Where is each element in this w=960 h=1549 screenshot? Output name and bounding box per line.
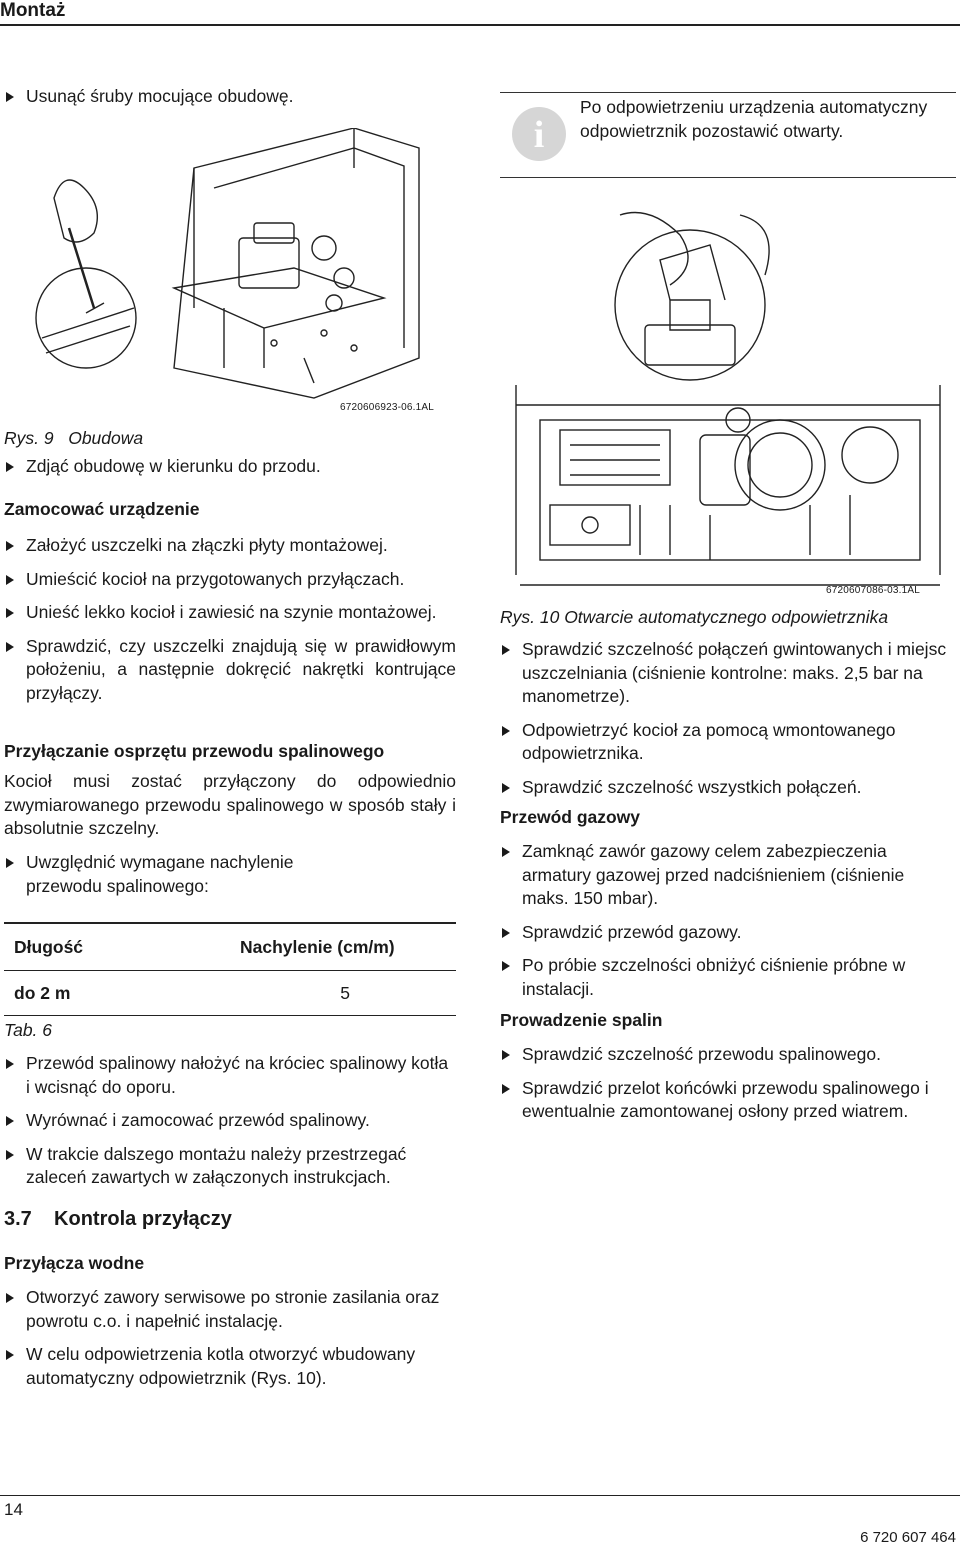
section-header: Montaż xyxy=(0,0,66,21)
figure-9-illustration xyxy=(24,128,434,412)
table-cell-slope: 5 xyxy=(230,971,456,1016)
page-number: 14 xyxy=(4,1500,23,1519)
figure-9-caption xyxy=(4,427,456,451)
table-cell-length: do 2 m xyxy=(4,971,230,1016)
boiler-casing-drawing xyxy=(24,128,434,412)
table-caption-text: Tab. 6 xyxy=(4,1020,53,1040)
instruction-remove-cover xyxy=(4,455,456,479)
list-item: Sprawdzić szczelność wszystkich połączeń. xyxy=(500,776,952,800)
heading-exhaust: Prowadzenie spalin xyxy=(500,1010,663,1030)
document-number: 6 720 607 464 xyxy=(860,1529,956,1546)
figure-10-caption-text: Rys. 10 Otwarcie automatycznego odpowietrznika xyxy=(500,607,889,627)
mount-list xyxy=(4,534,456,705)
heading-water-connections: Przyłącza wodne xyxy=(4,1253,145,1273)
heading-flue-connection: Przyłączanie osprzętu przewodu spalinowego xyxy=(4,741,385,761)
figure-10-illustration xyxy=(510,205,950,589)
list-item: Założyć uszczelki na złączki płyty montażowej. xyxy=(4,534,456,558)
info-icon: i xyxy=(512,107,566,161)
caption-text: Obudowa xyxy=(68,428,144,448)
gas-list xyxy=(500,840,952,1001)
water-list xyxy=(4,1286,456,1390)
list-item: Umieścić kocioł na przygotowanych przyłączach. xyxy=(4,568,456,592)
table-header-length: Długość xyxy=(4,923,230,971)
list-item: Przewód spalinowy nałożyć na króciec spalinowy kotła i wcisnąć do oporu. xyxy=(4,1052,456,1099)
figure-10-code: 6720607086-03.1AL xyxy=(826,585,921,596)
flue-fit-list xyxy=(4,1052,456,1190)
exhaust-list xyxy=(500,1043,952,1124)
caption-prefix: Rys. 9 xyxy=(4,428,54,448)
section-number: 3.7 xyxy=(4,1208,32,1230)
figure-10-caption xyxy=(500,606,952,630)
list-item: Zdjąć obudowę w kierunku do przodu. xyxy=(4,455,456,479)
list-item: Po próbie szczelności obniżyć ciśnienie próbne w instalacji. xyxy=(500,954,952,1001)
tightness-list xyxy=(500,638,952,799)
air-vent-drawing xyxy=(510,205,950,589)
flue-slope-instruction xyxy=(4,851,456,898)
list-item: Unieść lekko kocioł i zawiesić na szynie montażowej. xyxy=(4,601,456,625)
list-item: Usunąć śruby mocujące obudowę. xyxy=(4,85,456,109)
instruction-remove-screws xyxy=(4,85,456,109)
slope-table xyxy=(4,922,456,1016)
list-item: Wyrównać i zamocować przewód spalinowy. xyxy=(4,1109,456,1133)
figure-9-code: 6720606923-06.1AL xyxy=(340,402,435,413)
section-3-7-title xyxy=(4,1208,232,1231)
table-header-slope: Nachylenie (cm/m) xyxy=(230,923,456,971)
list-item: Odpowietrzyć kocioł za pomocą wmontowanego odpowietrznika. xyxy=(500,719,952,766)
list-item: Sprawdzić przelot końcówki przewodu spalinowego i ewentualnie zamontowanej osłony przed wiatrem. xyxy=(500,1077,952,1124)
list-item: Zamknąć zawór gazowy celem zabezpieczenia armatury gazowej przed nadciśnieniem (ciśnienie maks. 150 mbar). xyxy=(500,840,952,911)
heading-mount-unit: Zamocować urządzenie xyxy=(4,499,200,519)
list-item: Sprawdzić przewód gazowy. xyxy=(500,921,952,945)
header-rule xyxy=(0,24,960,26)
heading-gas-line: Przewód gazowy xyxy=(500,807,641,827)
list-item: Otworzyć zawory serwisowe po stronie zasilania oraz powrotu c.o. i napełnić instalację. xyxy=(4,1286,456,1333)
note-text: Po odpowietrzeniu urządzenia automatyczny odpowietrznik pozostawić otwarty. xyxy=(580,97,928,141)
table-caption xyxy=(4,1019,456,1043)
list-item: W trakcie dalszego montażu należy przestrzegać zaleceń zawartych w załączonych instrukcjach. xyxy=(4,1143,456,1190)
list-item: Sprawdzić, czy uszczelki znajdują się w prawidłowym położeniu, a następnie dokręcić nakrętki kontrujące przyłączy. xyxy=(4,635,456,706)
list-item: Sprawdzić szczelność połączeń gwintowanych i miejsc uszczelniania (ciśnienie kontrolne: maks. 2,5 bar na manometrze). xyxy=(500,638,952,709)
list-item: Sprawdzić szczelność przewodu spalinowego. xyxy=(500,1043,952,1067)
section-title-text: Kontrola przyłączy xyxy=(54,1208,232,1230)
list-item: W celu odpowietrzenia kotla otworzyć wbudowany automatyczny odpowietrznik (Rys. 10). xyxy=(4,1343,456,1390)
flue-paragraph: Kocioł musi zostać przyłączony do odpowiednio zwymiarowanego przewodu spalinowego w sposób stały i absolutnie szczelny. xyxy=(4,771,456,838)
list-item: Uwzględnić wymagane nachylenie przewodu spalinowego: xyxy=(4,851,456,898)
info-note xyxy=(500,92,956,178)
footer-rule xyxy=(0,1495,960,1496)
